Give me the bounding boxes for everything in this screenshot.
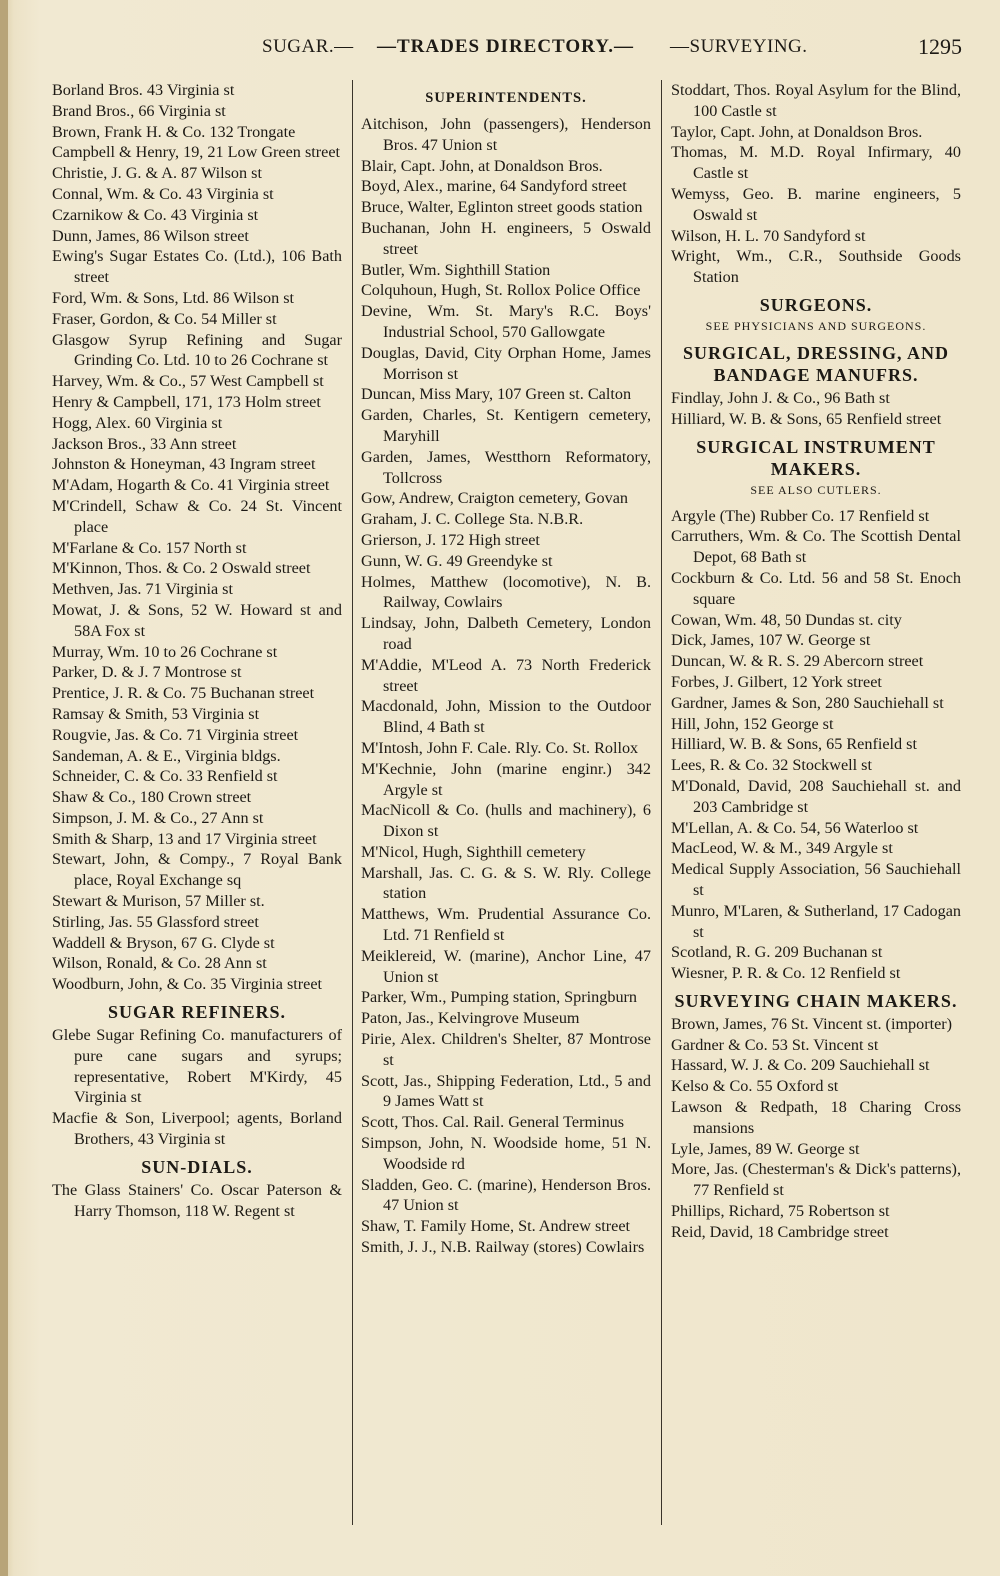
directory-entry: Ewing's Sugar Estates Co. (Ltd.), 106 Bath street — [52, 247, 342, 287]
directory-entry: Jackson Bros., 33 Ann street — [52, 434, 237, 453]
directory-entry: Smith & Sharp, 13 and 17 Virginia street — [52, 829, 317, 848]
column-1 — [52, 80, 342, 1221]
directory-entry: Brown, James, 76 St. Vincent st. (importer) — [671, 1014, 953, 1033]
directory-entry: Duncan, Miss Mary, 107 Green st. Calton — [361, 385, 632, 404]
directory-entry: Meiklereid, W. (marine), Anchor Line, 47 Union st — [361, 946, 651, 986]
column-2 — [361, 80, 651, 1258]
directory-entry: M'Donald, David, 208 Sauchiehall st. and 203 Cambridge st — [671, 776, 961, 816]
directory-entry: Wiesner, P. R. & Co. 12 Renfield st — [671, 964, 901, 983]
directory-entry: Colquhoun, Hugh, St. Rollox Police Office — [361, 281, 641, 300]
directory-entry: Glebe Sugar Refining Co. manufacturers of pure cane sugars and syrups; representative, Robert M'Kirdy, 45 Virginia st — [52, 1026, 342, 1107]
directory-entry: Lees, R. & Co. 32 Stockwell st — [671, 756, 872, 775]
directory-entry: Butler, Wm. Sighthill Station — [361, 260, 551, 279]
directory-entry: Henry & Campbell, 171, 173 Holm street — [52, 392, 321, 411]
directory-entry: Pirie, Alex. Children's Shelter, 87 Montrose st — [361, 1030, 651, 1069]
directory-entry: Munro, M'Laren, & Sutherland, 17 Cadogan st — [671, 901, 961, 941]
directory-entry: Hilliard, W. B. & Sons, 65 Renfield street — [671, 409, 942, 428]
page-spine-edge — [0, 0, 8, 1576]
directory-entry: M'Addie, M'Leod A. 73 North Frederick street — [361, 655, 651, 695]
directory-entry: Graham, J. C. College Sta. N.B.R. — [361, 510, 584, 529]
directory-entry: Schneider, C. & Co. 33 Renfield st — [52, 767, 278, 786]
directory-entry: Shaw & Co., 180 Crown street — [52, 788, 252, 807]
directory-entry: Smith, J. J., N.B. Railway (stores) Cowlairs — [361, 1238, 645, 1257]
directory-entry: More, Jas. (Chesterman's & Dick's patterns), 77 Renfield st — [671, 1160, 961, 1200]
directory-entry: Waddell & Bryson, 67 G. Clyde st — [52, 933, 275, 952]
directory-entry: Stewart, John, & Compy., 7 Royal Bank place, Royal Exchange sq — [52, 850, 342, 890]
directory-entry: Czarnikow & Co. 43 Virginia st — [52, 205, 259, 224]
directory-entry: Hill, John, 152 George st — [671, 714, 834, 733]
directory-entry: Thomas, M. M.D. Royal Infirmary, 40 Castle st — [671, 143, 961, 183]
directory-entry: Borland Bros. 43 Virginia st — [52, 81, 235, 99]
directory-entry: Woodburn, John, & Co. 35 Virginia street — [52, 975, 323, 994]
directory-entry: Stewart & Murison, 57 Miller st. — [52, 892, 265, 911]
section-heading: SURVEYING CHAIN MAKERS. — [674, 990, 958, 1011]
directory-entry: Macdonald, John, Mission to the Outdoor Blind, 4 Bath st — [361, 697, 651, 737]
directory-entry: Simpson, J. M. & Co., 27 Ann st — [52, 808, 264, 827]
directory-entry: Phillips, Richard, 75 Robertson st — [671, 1202, 890, 1221]
directory-entry: Macfie & Son, Liverpool; agents, Borland Brothers, 43 Virginia st — [52, 1109, 342, 1149]
directory-entry: Bruce, Walter, Eglinton street goods station — [361, 198, 643, 217]
directory-entry: Dick, James, 107 W. George st — [671, 631, 871, 650]
directory-entry: M'Nicol, Hugh, Sighthill cemetery — [361, 842, 586, 861]
see-also-note: SEE ALSO CUTLERS. — [750, 482, 882, 497]
directory-entry: Stirling, Jas. 55 Glassford street — [52, 912, 259, 931]
section-heading: SURGICAL INSTRUMENT MAKERS. — [696, 436, 936, 479]
directory-entry: Lyle, James, 89 W. George st — [671, 1139, 860, 1158]
directory-entry: Lawson & Redpath, 18 Charing Cross mansions — [671, 1098, 961, 1137]
directory-entry: Gow, Andrew, Craigton cemetery, Govan — [361, 489, 629, 508]
directory-entry: Scott, Jas., Shipping Federation, Ltd., 5 and 9 James Watt st — [361, 1071, 651, 1111]
directory-entry: Glasgow Syrup Refining and Sugar Grinding Co. Ltd. 10 to 26 Cochrane st — [52, 330, 342, 370]
header-left: SUGAR.— — [262, 36, 354, 57]
directory-entry: Rougvie, Jas. & Co. 71 Virginia street — [52, 725, 299, 744]
directory-entry: Boyd, Alex., marine, 64 Sandyford street — [361, 177, 627, 196]
directory-entry: Dunn, James, 86 Wilson street — [52, 226, 249, 245]
directory-entry: Connal, Wm. & Co. 43 Virginia st — [52, 184, 274, 203]
column-divider — [661, 80, 662, 1525]
directory-entry: M'Farlane & Co. 157 North st — [52, 538, 247, 557]
directory-entry: Matthews, Wm. Prudential Assurance Co. Ltd. 71 Renfield st — [361, 905, 651, 945]
directory-entry: Murray, Wm. 10 to 26 Cochrane st — [52, 642, 278, 661]
directory-entry: Simpson, John, N. Woodside home, 51 N. Woodside rd — [361, 1134, 651, 1173]
directory-entry: Scott, Thos. Cal. Rail. General Terminus — [361, 1113, 625, 1132]
header-right: —SURVEYING. — [670, 36, 808, 57]
section-heading: SURGEONS. — [759, 294, 873, 315]
directory-entry: Lindsay, John, Dalbeth Cemetery, London road — [361, 614, 651, 653]
directory-entry: Findlay, John J. & Co., 96 Bath st — [671, 388, 890, 407]
directory-entry: Ramsay & Smith, 53 Virginia st — [52, 704, 260, 723]
directory-entry: Paton, Jas., Kelvingrove Museum — [361, 1009, 580, 1028]
directory-entry: Sladden, Geo. C. (marine), Henderson Bros. 47 Union st — [361, 1175, 651, 1215]
directory-entry: Garden, James, Westthorn Reformatory, Tollcross — [361, 447, 651, 487]
directory-entry: Cowan, Wm. 48, 50 Dundas st. city — [671, 610, 902, 629]
directory-entry: Taylor, Capt. John, at Donaldson Bros. — [671, 122, 923, 141]
directory-entry: Duncan, W. & R. S. 29 Abercorn street — [671, 652, 924, 671]
directory-entry: Christie, J. G. & A. 87 Wilson st — [52, 164, 262, 183]
directory-entry: Douglas, David, City Orphan Home, James Morrison st — [361, 343, 651, 383]
directory-entry: M'Kechnie, John (marine enginr.) 342 Argyle st — [361, 759, 651, 799]
directory-entry: Hassard, W. J. & Co. 209 Sauchiehall st — [671, 1056, 930, 1075]
directory-entry: M'Crindell, Schaw & Co. 24 St. Vincent place — [52, 496, 342, 536]
column-divider — [352, 80, 353, 1525]
directory-entry: Fraser, Gordon, & Co. 54 Miller st — [52, 309, 277, 328]
directory-entry: The Glass Stainers' Co. Oscar Paterson & Harry Thomson, 118 W. Regent st — [52, 1180, 342, 1220]
section-heading: SURGICAL, DRESSING, AND BANDAGE MANUFRS. — [682, 342, 950, 385]
directory-entry: Cockburn & Co. Ltd. 56 and 58 St. Enoch square — [671, 568, 961, 608]
directory-entry: Methven, Jas. 71 Virginia st — [52, 580, 233, 599]
header-title: —TRADES DIRECTORY.— — [377, 36, 634, 57]
directory-entry: Gardner, James & Son, 280 Sauchiehall st — [671, 693, 944, 712]
directory-entry: M'Intosh, John F. Cale. Rly. Co. St. Rollox — [361, 738, 639, 757]
directory-entry: Harvey, Wm. & Co., 57 West Campbell st — [52, 372, 324, 391]
directory-entry: Prentice, J. R. & Co. 75 Buchanan street — [52, 684, 315, 703]
directory-entry: Parker, D. & J. 7 Montrose st — [52, 663, 242, 682]
directory-entry: Johnston & Honeyman, 43 Ingram street — [52, 455, 316, 474]
directory-entry: Parker, Wm., Pumping station, Springburn — [361, 988, 638, 1007]
directory-entry: Carruthers, Wm. & Co. The Scottish Dental Depot, 68 Bath st — [671, 527, 961, 567]
directory-entry: Wilson, H. L. 70 Sandyford st — [671, 226, 866, 245]
directory-entry: Wemyss, Geo. B. marine engineers, 5 Oswald st — [671, 184, 961, 224]
directory-entry: M'Kinnon, Thos. & Co. 2 Oswald street — [52, 559, 311, 578]
directory-entry: Gardner & Co. 53 St. Vincent st — [671, 1035, 879, 1054]
section-heading: SUGAR REFINERS. — [107, 1002, 287, 1023]
directory-entry: Brown, Frank H. & Co. 132 Trongate — [52, 122, 296, 141]
directory-entry: Shaw, T. Family Home, St. Andrew street — [361, 1217, 631, 1236]
directory-entry: Buchanan, John H. engineers, 5 Oswald street — [361, 218, 651, 258]
directory-entry: M'Lellan, A. & Co. 54, 56 Waterloo st — [671, 818, 919, 837]
directory-entry: Gunn, W. G. 49 Greendyke st — [361, 551, 553, 570]
directory-entry: Mowat, J. & Sons, 52 W. Howard st and 58A Fox st — [52, 600, 342, 640]
directory-entry: Forbes, J. Gilbert, 12 York street — [671, 672, 882, 691]
directory-entry: Aitchison, John (passengers), Henderson Bros. 47 Union st — [361, 115, 651, 154]
directory-entry: Wilson, Ronald, & Co. 28 Ann st — [52, 954, 267, 973]
directory-entry: Garden, Charles, St. Kentigern cemetery, Maryhill — [361, 406, 651, 445]
directory-entry: MacLeod, W. & M., 349 Argyle st — [671, 839, 893, 858]
directory-entry: Stoddart, Thos. Royal Asylum for the Blind, 100 Castle st — [671, 81, 961, 120]
directory-entry: Wright, Wm., C.R., Southside Goods Station — [671, 247, 961, 287]
directory-entry: MacNicoll & Co. (hulls and machinery), 6 Dixon st — [361, 801, 651, 841]
directory-entry: Grierson, J. 172 High street — [361, 530, 540, 549]
directory-entry: Holmes, Matthew (locomotive), N. B. Railway, Cowlairs — [361, 572, 651, 612]
running-header — [262, 36, 962, 66]
directory-entry: Hogg, Alex. 60 Virginia st — [52, 413, 223, 432]
directory-entry: Reid, David, 18 Cambridge street — [671, 1222, 889, 1241]
directory-entry: Medical Supply Association, 56 Sauchiehall st — [671, 860, 961, 899]
page-number: 1295 — [918, 34, 962, 59]
directory-entry: Scotland, R. G. 209 Buchanan st — [671, 943, 883, 962]
directory-entry: Kelso & Co. 55 Oxford st — [671, 1077, 839, 1096]
directory-entry: Blair, Capt. John, at Donaldson Bros. — [361, 156, 603, 175]
directory-entry: Devine, Wm. St. Mary's R.C. Boys' Industrial School, 570 Gallowgate — [361, 302, 651, 341]
section-heading: SUN-DIALS. — [141, 1156, 253, 1177]
directory-entry: Hilliard, W. B. & Sons, 65 Renfield st — [671, 735, 917, 754]
column-3 — [671, 80, 961, 1243]
directory-entry: M'Adam, Hogarth & Co. 41 Virginia street — [52, 476, 330, 495]
directory-entry: Sandeman, A. & E., Virginia bldgs. — [52, 746, 281, 765]
directory-entry: Argyle (The) Rubber Co. 17 Renfield st — [671, 506, 930, 525]
directory-entry: Marshall, Jas. C. G. & S. W. Rly. College station — [361, 863, 651, 903]
directory-entry: Campbell & Henry, 19, 21 Low Green street — [52, 143, 340, 162]
directory-entry: Ford, Wm. & Sons, Ltd. 86 Wilson st — [52, 288, 295, 307]
section-heading: SUPERINTENDENTS. — [425, 90, 587, 106]
directory-entry: Brand Bros., 66 Virginia st — [52, 101, 226, 120]
see-also-note: SEE PHYSICIANS AND SURGEONS. — [705, 318, 927, 333]
